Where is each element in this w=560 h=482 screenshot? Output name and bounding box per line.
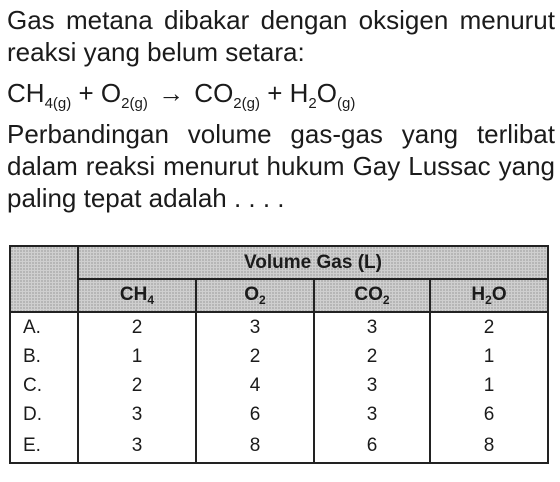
volume-cell: 6 [196, 400, 314, 429]
question-prompt: Perbandingan volume gas-gas yang terlibat dalam reaksi menurut hukum Gay Lussac yang paling tepat adalah . . . . [7, 119, 555, 213]
table-row [10, 342, 548, 371]
volume-cell: 2 [314, 342, 430, 371]
table-body [10, 312, 548, 463]
answer-table-wrapper [9, 245, 547, 464]
volume-cell: 3 [314, 371, 430, 400]
volume-cell: 3 [314, 400, 430, 429]
column-header: $CO_2$ [314, 279, 430, 312]
volume-cell: 2 [78, 371, 196, 400]
table-row [10, 312, 548, 342]
volume-cell: 6 [314, 429, 430, 463]
answer-table [9, 245, 549, 464]
volume-cell: 1 [430, 371, 548, 400]
table-row [10, 371, 548, 400]
column-header: $O_2$ [196, 279, 314, 312]
option-label: E. [10, 429, 78, 463]
volume-cell: 8 [430, 429, 548, 463]
volume-cell: 1 [430, 342, 548, 371]
table-row [10, 429, 548, 463]
column-header: $CH_4$ [78, 279, 196, 312]
reaction-equation [7, 76, 355, 121]
ch4-formula: $CH_{4(g)}$ [7, 78, 72, 112]
o2-formula: $O_{2(g)}$ [100, 78, 148, 112]
column-header-row [10, 279, 548, 312]
volume-cell: 2 [430, 312, 548, 342]
plus-sign: + [267, 78, 283, 108]
volume-cell: 1 [78, 342, 196, 371]
column-header: $H_2O$ [430, 279, 548, 312]
volume-cell: 8 [196, 429, 314, 463]
volume-cell: 2 [196, 342, 314, 371]
reaction-arrow: → [158, 78, 185, 108]
co2-formula: $CO_{2(g)}$ [194, 78, 260, 112]
option-label: B. [10, 342, 78, 371]
group-header: Volume Gas (L) [78, 246, 548, 279]
volume-cell: 2 [78, 312, 196, 342]
question-intro: Gas metana dibakar dengan oksigen menurut reaksi yang belum setara: [7, 5, 555, 67]
volume-cell: 6 [430, 400, 548, 429]
volume-cell: 3 [314, 312, 430, 342]
volume-cell: 3 [78, 429, 196, 463]
table-row [10, 400, 548, 429]
option-label: A. [10, 312, 78, 342]
volume-cell: 4 [196, 371, 314, 400]
h2o-formula: $H_2O_{(g)}$ [289, 78, 356, 112]
table-corner-cell [10, 246, 78, 312]
volume-cell: 3 [196, 312, 314, 342]
plus-sign: + [78, 78, 94, 108]
option-label: C. [10, 371, 78, 400]
volume-cell: 3 [78, 400, 196, 429]
option-label: D. [10, 400, 78, 429]
